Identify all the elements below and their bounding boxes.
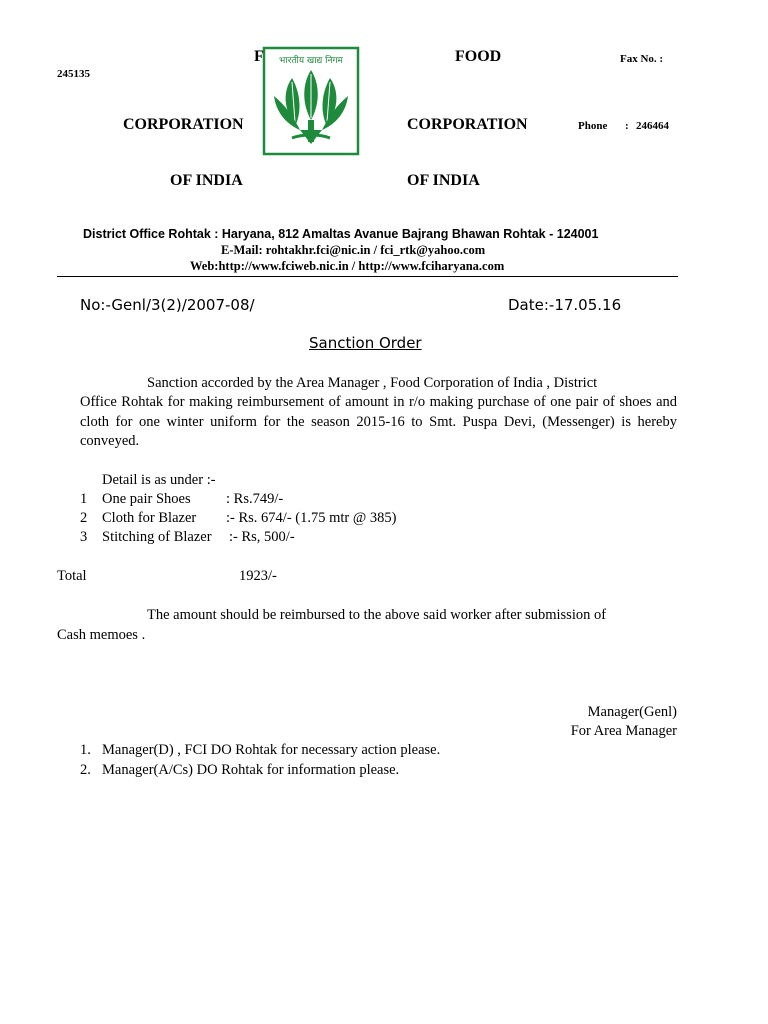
svg-text:भारतीय खाद्य निगम: भारतीय खाद्य निगम xyxy=(279,56,343,66)
office-email: E-Mail: rohtakhr.fci@nic.in / fci_rtk@yahoo.com xyxy=(221,243,486,257)
org-name-of-india-right: OF INDIA xyxy=(407,172,480,189)
detail-item-label: Cloth for Blazer xyxy=(102,510,197,526)
org-name-corporation-right: CORPORATION xyxy=(407,116,528,133)
org-name-of-india-left: OF INDIA xyxy=(170,172,243,189)
detail-item-label: One pair Shoes xyxy=(102,491,191,507)
phone-number: 246464 xyxy=(636,120,669,132)
detail-item-value: :- Rs. 674/- (1.75 mtr @ 385) xyxy=(226,510,397,526)
detail-item-number: 1 xyxy=(80,491,88,507)
office-website: Web:http://www.fciweb.nic.in / http://www.fciharyana.com xyxy=(190,259,505,273)
detail-item-value: : Rs.749/- xyxy=(226,491,284,507)
paragraph-1-first-line: Sanction accorded by the Area Manager , Food Corporation of India , District xyxy=(147,375,598,391)
detail-item-number: 2 xyxy=(80,510,88,526)
detail-item-label: Stitching of Blazer xyxy=(102,529,212,545)
copy-to-item: Manager(D) , FCI DO Rohtak for necessary action please. xyxy=(102,742,441,758)
signatory-title: Manager(Genl) xyxy=(587,704,677,720)
fax-label: Fax No. : xyxy=(620,53,664,65)
total-label: Total xyxy=(57,568,87,584)
signatory-on-behalf: For Area Manager xyxy=(570,723,677,739)
reference-number: No:-Genl/3(2)/2007-08/ xyxy=(80,296,255,314)
header-divider xyxy=(57,276,678,277)
fax-number: 245135 xyxy=(57,68,90,80)
paragraph-1-body: Office Rohtak for making reimbursement of amount in r/o making purchase of one pair of shoes and cloth for one winter uniform for the season 2015-16 to Smt. Puspa Devi, (Messenger) is hereby conveyed. xyxy=(80,394,677,449)
org-name-corporation-left: CORPORATION xyxy=(123,116,244,133)
office-address: District Office Rohtak : Haryana, 812 Amaltas Avanue Bajrang Bhawan Rohtak - 124001 xyxy=(83,227,599,241)
fci-logo xyxy=(262,46,360,156)
org-name-fragment: F xyxy=(254,48,264,65)
paragraph-2-first-line: The amount should be reimbursed to the above said worker after submission of xyxy=(147,607,607,623)
total-value: 1923/- xyxy=(239,568,277,584)
phone-label: Phone xyxy=(578,120,608,132)
detail-item-value: :- Rs, 500/- xyxy=(229,529,295,545)
phone-separator: : xyxy=(625,120,629,132)
detail-item-number: 3 xyxy=(80,529,88,545)
org-name-food: FOOD xyxy=(455,48,502,65)
detail-heading: Detail is as under :- xyxy=(102,472,216,488)
document-subject: Sanction Order xyxy=(309,334,422,352)
paragraph-2-rest: Cash memoes . xyxy=(57,627,146,643)
copy-to-item: Manager(A/Cs) DO Rohtak for information please. xyxy=(102,762,400,778)
document-date: Date:-17.05.16 xyxy=(508,296,622,314)
copy-to-number: 2. xyxy=(80,762,91,778)
copy-to-number: 1. xyxy=(80,742,91,758)
